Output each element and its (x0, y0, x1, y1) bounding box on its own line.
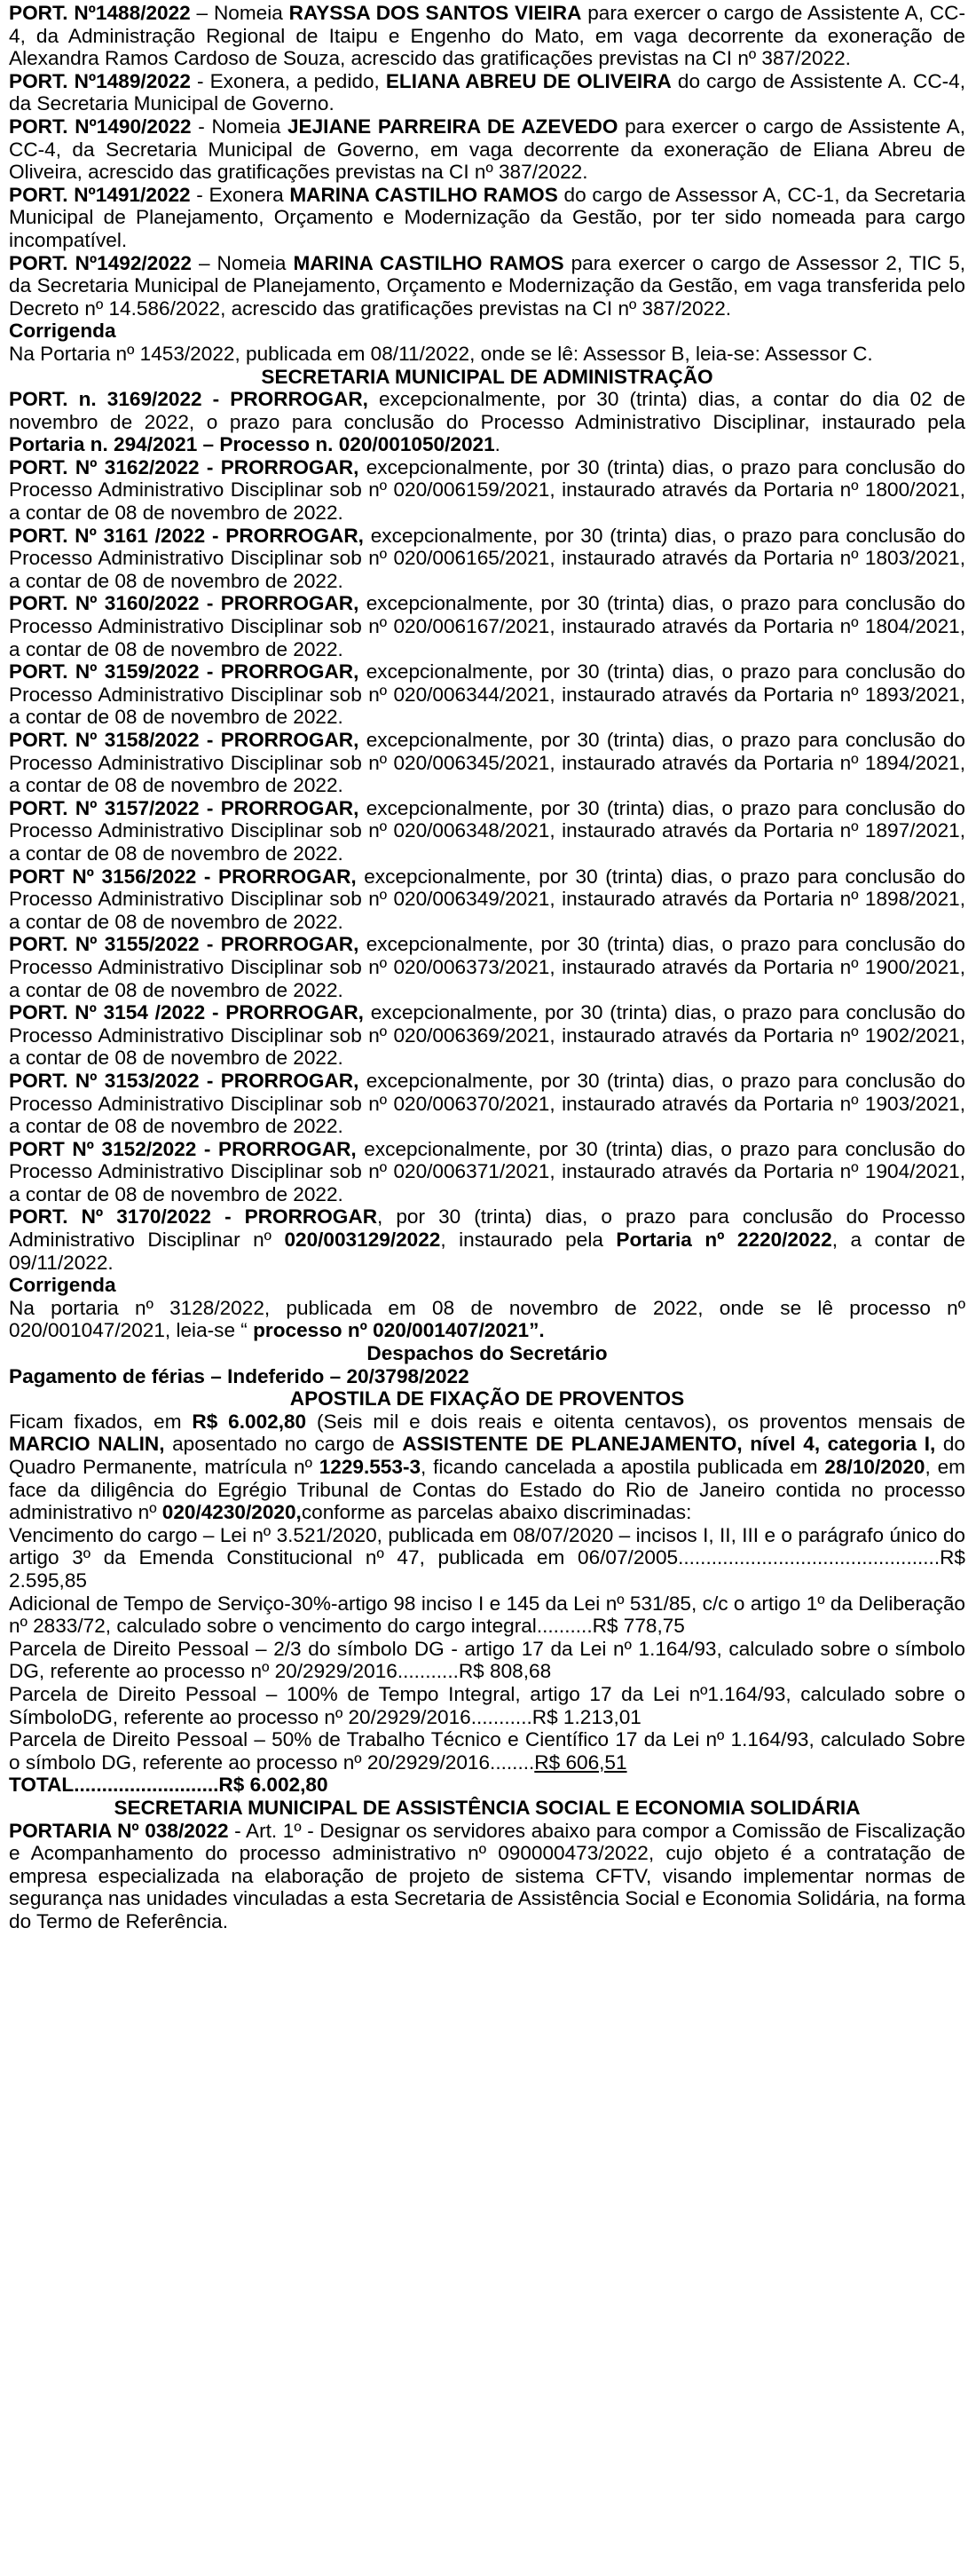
document-paragraph (9, 1638, 965, 1683)
text-run: para exercer o cargo de Assessor 2, TIC 5, da Secretaria Municipal de Planejamento, Orçamento e Modernização da Gestão, em vaga transferida pelo Decreto nº 14.586/2022, acrescido das gratificações previstas na CI nº 387/2022. (9, 251, 965, 320)
document-paragraph (9, 2, 965, 70)
text-run: , em face da diligência do Egrégio Tribunal de Contas do Estado do Rio de Janeiro contida no processo administrativo nº (9, 1456, 965, 1524)
text-run: excepcionalmente, por 30 (trinta) dias, o prazo para conclusão do Processo Administrativo Disciplinar sob nº 020/006159/2021, instaurado através da Portaria nº 1800/2021, a contar de 08 de novembro de 2022. (9, 455, 965, 525)
text-run: excepcionalmente, por 30 (trinta) dias, o prazo para conclusão do Processo Administrativo Disciplinar sob nº 020/006370/2021, instaurado através da Portaria nº 1903/2021, a contar de 08 de novembro de 2022. (9, 1069, 965, 1138)
text-run: Na Portaria nº 1453/2022, publicada em 08/11/2022, onde se lê: Assessor B, leia-se: Assessor C. (9, 342, 873, 365)
bold-text-run: Pagamento de férias – Indeferido – 20/3798/2022 (9, 1364, 469, 1387)
text-run: , por 30 (trinta) dias, o prazo para conclusão do Processo Administrativo Disciplinar nº (9, 1205, 965, 1252)
document-paragraph (9, 115, 965, 184)
bold-text-run: ASSISTENTE DE PLANEJAMENTO, nível 4, categoria I, (402, 1433, 936, 1456)
document-paragraph (9, 1205, 965, 1274)
bold-text-run: PORT. Nº1491/2022 (9, 183, 191, 206)
bold-text-run: PORT. Nº 3161 /2022 - PRORROGAR, (9, 524, 364, 547)
document-paragraph (9, 252, 965, 320)
document-paragraph (9, 1728, 965, 1774)
text-run: excepcionalmente, por 30 (trinta) dias, o prazo para conclusão do Processo Administrativo Disciplinar sob nº 020/006165/2021, instaurado através da Portaria nº 1803/2021, a contar de 08 de novembro de 2022. (9, 524, 965, 592)
text-run: - Nomeia (191, 115, 287, 138)
document-paragraph (9, 184, 965, 252)
text-run: (Seis mil e dois reais e oitenta centavos), os proventos mensais de (306, 1410, 965, 1433)
bold-text-run: SECRETARIA MUNICIPAL DE ADMINISTRAÇÃO (261, 365, 713, 388)
text-run: - Exonera (190, 183, 290, 206)
bold-text-run: Corrigenda (9, 320, 116, 343)
bold-text-run: APOSTILA DE FIXAÇÃO DE PROVENTOS (289, 1387, 685, 1410)
bold-text-run: ELIANA ABREU DE OLIVEIRA (385, 69, 672, 92)
text-run: Parcela de Direito Pessoal – 50% de Trabalho Técnico e Científico 17 da Lei nº 1.164/93, calculado Sobre o símbolo DG, referente ao processo nº 20/2929/2016........ (9, 1728, 965, 1774)
bold-text-run: MARINA CASTILHO RAMOS (293, 251, 564, 274)
text-run: , a contar de 09/11/2022. (9, 1229, 965, 1274)
document-paragraph (9, 1138, 965, 1206)
text-run: excepcionalmente, por 30 (trinta) dias, o prazo para conclusão do Processo Administrativo Disciplinar sob nº 020/006369/2021, instaurado através da Portaria nº 1902/2021, a contar de 08 de novembro de 2022. (9, 1001, 965, 1070)
document-paragraph (9, 320, 965, 343)
text-run: excepcionalmente, por 30 (trinta) dias, o prazo para conclusão do Processo Administrativo Disciplinar sob nº 020/006349/2021, instaurado através da Portaria nº 1898/2021, a contar de 08 de novembro de 2022. (9, 865, 965, 933)
bold-text-run: 020/003129/2022 (284, 1229, 441, 1252)
document-paragraph (9, 1592, 965, 1638)
text-run: excepcionalmente, por 30 (trinta) dias, o prazo para conclusão do Processo Administrativo Disciplinar sob nº 020/006345/2021, instaurado através da Portaria nº 1894/2021, a contar de 08 de novembro de 2022. (9, 729, 965, 797)
document-paragraph (9, 525, 965, 593)
bold-text-run: PORTARIA Nº 038/2022 (9, 1819, 229, 1842)
document-paragraph (9, 343, 965, 366)
section-heading (9, 1342, 965, 1365)
bold-text-run: PORT. Nº 3159/2022 - PRORROGAR, (9, 660, 359, 684)
document-paragraph (9, 1774, 965, 1797)
text-run: excepcionalmente, por 30 (trinta) dias, o prazo para conclusão do Processo Administrativo Disciplinar sob nº 020/006371/2021, instaurado através da Portaria nº 1904/2021, a contar de 08 de novembro de 2022. (9, 1137, 965, 1205)
document-paragraph (9, 388, 965, 456)
text-run: excepcionalmente, por 30 (trinta) dias, o prazo para conclusão do Processo Administrativo Disciplinar sob nº 020/006167/2021, instaurado através da Portaria nº 1804/2021, a contar de 08 de novembro de 2022. (9, 592, 965, 660)
document-paragraph (9, 1683, 965, 1728)
bold-text-run: PORT. Nº1488/2022 (9, 2, 191, 24)
text-run: - Art. 1º - Designar os servidores abaixo para compor a Comissão de Fiscalização e Acompanhamento do processo administrativo nº 090000473/2022, cujo objeto é a contratação de empresa especializada na elaboração de projeto de sistema CFTV, visando implementar normas de segurança nas unidades vinculadas a esta Secretaria de Assistência Social e Economia Solidária, na forma do Termo de Referência. (9, 1819, 965, 1932)
bold-text-run: PORT. Nº1492/2022 (9, 251, 192, 274)
bold-text-run: Portaria n. 294/2021 – Processo n. 020/001050/2021 (9, 433, 495, 456)
bold-text-run: PORT Nº 3156/2022 - PRORROGAR, (9, 865, 357, 888)
bold-text-run: PORT. Nº 3158/2022 - PRORROGAR, (9, 729, 359, 751)
bold-text-run: JEJIANE PARREIRA DE AZEVEDO (287, 115, 618, 138)
bold-text-run: MARCIO NALIN, (9, 1433, 165, 1456)
bold-text-run: processo nº 020/001407/2021”. (253, 1319, 545, 1342)
text-run: Parcela de Direito Pessoal – 100% de Tempo Integral, artigo 17 da Lei nº1.164/93, calculado sobre o SímboloDG, referente ao processo nº 20/2929/2016...........R$ 1.213,01 (9, 1682, 965, 1728)
section-heading (9, 366, 965, 389)
bold-text-run: PORT. Nº 3153/2022 - PRORROGAR, (9, 1069, 359, 1092)
document-paragraph (9, 729, 965, 797)
document-paragraph (9, 1524, 965, 1592)
document-paragraph (9, 660, 965, 729)
document-paragraph (9, 1410, 965, 1524)
bold-text-run: Despachos do Secretário (366, 1342, 608, 1365)
document-paragraph (9, 933, 965, 1001)
bold-text-run: MARINA CASTILHO RAMOS (289, 183, 558, 206)
bold-text-run: SECRETARIA MUNICIPAL DE ASSISTÊNCIA SOCIAL E ECONOMIA SOLIDÁRIA (114, 1796, 861, 1819)
text-run: aposentado no cargo de (164, 1433, 403, 1456)
document-paragraph (9, 1001, 965, 1070)
document-paragraph (9, 865, 965, 934)
bold-text-run: PORT. Nº1489/2022 (9, 69, 191, 92)
bold-text-run: 1229.553-3 (319, 1456, 421, 1478)
bold-text-run: PORT Nº 3152/2022 - PRORROGAR, (9, 1137, 357, 1160)
text-run: do Quadro Permanente, matrícula nº (9, 1433, 965, 1478)
text-run: do cargo de Assessor A, CC-1, da Secretaria Municipal de Planejamento, Orçamento e Modernização da Gestão, por ter sido nomeada para cargo incompatível. (9, 183, 965, 251)
text-run: , instaurado pela (440, 1229, 617, 1252)
text-run: excepcionalmente, por 30 (trinta) dias, a contar do dia 02 de novembro de 2022, o prazo para conclusão do Processo Administrativo Disciplinar, instaurado pela (9, 388, 966, 433)
text-run: - Exonera, a pedido, (190, 69, 386, 92)
bold-text-run: R$ 6.002,80 (192, 1410, 307, 1433)
bold-text-run: TOTAL..........................R$ 6.002,80 (9, 1774, 328, 1797)
text-run: conforme as parcelas abaixo discriminadas: (301, 1501, 692, 1524)
section-heading (9, 1387, 965, 1410)
document-paragraph (9, 1070, 965, 1138)
text-run: – Nomeia (190, 2, 289, 24)
bold-text-run: Portaria nº 2220/2022 (616, 1229, 832, 1252)
text-run: R$ 606,51 (534, 1750, 627, 1774)
text-run: Na portaria nº 3128/2022, publicada em 08 de novembro de 2022, onde se lê processo nº 020/001047/2021, leia-se “ (9, 1296, 965, 1342)
text-run: Ficam fixados, em (9, 1410, 193, 1433)
text-run: excepcionalmente, por 30 (trinta) dias, o prazo para conclusão do Processo Administrativo Disciplinar sob nº 020/006373/2021, instaurado através da Portaria nº 1900/2021, a contar de 08 de novembro de 2022. (9, 933, 965, 1001)
text-run: Adicional de Tempo de Serviço-30%-artigo 98 inciso I e 145 da Lei nº 531/85, c/c o artigo 1º da Deliberação nº 2833/72, calculado sobre o vencimento do cargo integral..........R$ 778,75 (9, 1592, 965, 1638)
bold-text-run: PORT. Nº 3160/2022 - PRORROGAR, (9, 592, 359, 615)
document-paragraph (9, 1365, 965, 1388)
text-run: Parcela de Direito Pessoal – 2/3 do símbolo DG - artigo 17 da Lei nº 1.164/93, calculado sobre o símbolo DG, referente ao processo nº 20/2929/2016...........R$ 808,68 (9, 1637, 965, 1683)
text-run: excepcionalmente, por 30 (trinta) dias, o prazo para conclusão do Processo Administrativo Disciplinar sob nº 020/006344/2021, instaurado através da Portaria nº 1893/2021, a contar de 08 de novembro de 2022. (9, 660, 965, 729)
bold-text-run: PORT. Nº 3155/2022 - PRORROGAR, (9, 933, 359, 956)
text-run: excepcionalmente, por 30 (trinta) dias, o prazo para conclusão do Processo Administrativo Disciplinar sob nº 020/006348/2021, instaurado através da Portaria nº 1897/2021, a contar de 08 de novembro de 2022. (9, 796, 965, 865)
bold-text-run: PORT. Nº1490/2022 (9, 115, 192, 138)
text-run: . (494, 433, 500, 456)
text-run: – Nomeia (191, 251, 294, 274)
bold-text-run: PORT. n. 3169/2022 - PRORROGAR, (9, 388, 368, 411)
text-run: do cargo de Assistente A. CC-4, da Secretaria Municipal de Governo. (9, 69, 965, 115)
bold-text-run: 020/4230/2020, (161, 1501, 302, 1524)
document-paragraph (9, 1297, 965, 1342)
text-run: para exercer o cargo de Assistente A, CC-4, da Administração Regional de Itaipu e Engenho do Mato, em vaga decorrente da exoneração de Alexandra Ramos Cardoso de Souza, acrescido das gratificações previstas na CI nº 387/2022. (9, 2, 965, 70)
bold-text-run: Corrigenda (9, 1274, 116, 1297)
document-paragraph (9, 1820, 965, 1933)
bold-text-run: PORT. Nº 3157/2022 - PRORROGAR, (9, 796, 359, 819)
bold-text-run: 28/10/2020 (824, 1456, 925, 1478)
text-run: Vencimento do cargo – Lei nº 3.521/2020, publicada em 08/07/2020 – incisos I, II, III e o parágrafo único do artigo 3º da Emenda Constitucional nº 47, publicada em 06/07/2005...............................................R$ 2.595,85 (9, 1523, 965, 1592)
bold-text-run: RAYSSA DOS SANTOS VIEIRA (288, 2, 582, 24)
document-paragraph (9, 70, 965, 115)
bold-text-run: PORT. Nº 3162/2022 - PRORROGAR, (9, 455, 359, 478)
document-paragraph (9, 1274, 965, 1297)
bold-text-run: PORT. Nº 3170/2022 - PRORROGAR (9, 1205, 378, 1229)
text-run: , ficando cancelada a apostila publicada em (421, 1456, 825, 1478)
bold-text-run: PORT. Nº 3154 /2022 - PRORROGAR, (9, 1001, 364, 1024)
document-paragraph (9, 592, 965, 660)
document-paragraph (9, 456, 965, 525)
document-paragraph (9, 797, 965, 865)
text-run: para exercer o cargo de Assistente A, CC-4, da Secretaria Municipal de Governo, em vaga decorrente da exoneração de Eliana Abreu de Oliveira, acrescido das gratificações previstas na CI nº 387/2022. (9, 115, 965, 184)
section-heading (9, 1797, 965, 1820)
